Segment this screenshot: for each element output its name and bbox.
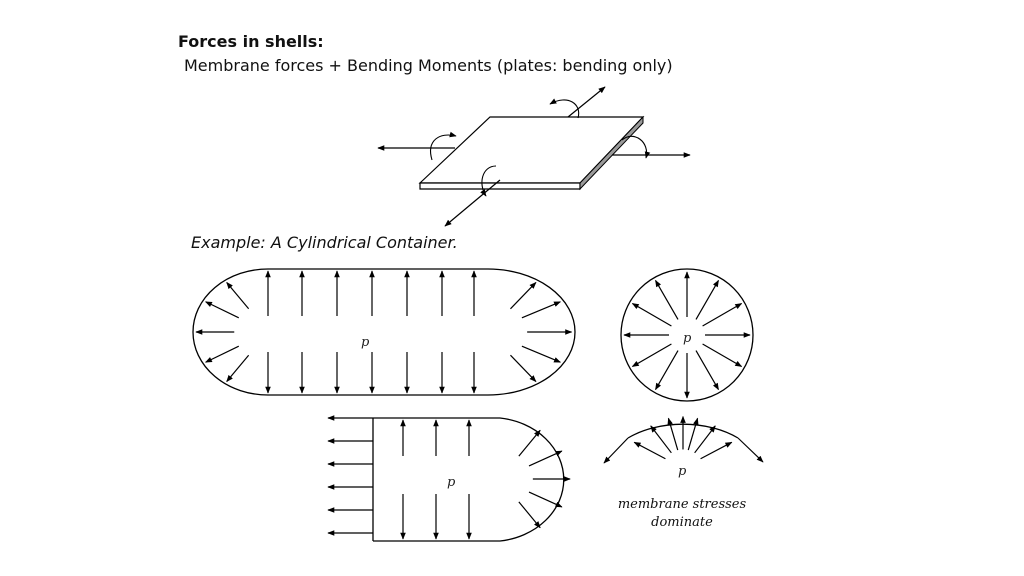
capsule-arrow-radial (227, 282, 249, 308)
circle-arrow-radial (703, 344, 742, 367)
circle-arrow-radial (656, 280, 679, 319)
arch-arrow-radial (701, 442, 732, 458)
arch-pressure-arrows (634, 417, 731, 459)
capsule-outline (193, 269, 575, 395)
arch-arrow-radial (688, 418, 697, 450)
arch-hoop-arrow-right (738, 438, 763, 462)
slide-subtitle: Membrane forces + Bending Moments (plates: bending only) (184, 56, 673, 75)
plate-front-edge (420, 183, 580, 189)
half-arrow-radial (519, 502, 540, 528)
circle-pressure-label: p (683, 331, 692, 346)
arch-arrow-radial (651, 426, 672, 453)
circle-arrow-radial (696, 351, 719, 390)
arch-pressure-label: p (678, 464, 687, 479)
capsule-arrow-radial (510, 355, 535, 381)
example-caption: Example: A Cylindrical Container. (191, 233, 458, 252)
arch-arrow-radial (668, 418, 677, 450)
circular-section (621, 269, 753, 401)
capsule-arrow-radial (227, 355, 249, 381)
slide-title: Forces in shells: (178, 32, 324, 51)
circle-arrow-radial (696, 280, 719, 319)
cylinder-section (193, 269, 575, 395)
plate-top-face (420, 117, 643, 183)
half-section (328, 418, 570, 541)
arch-hoop-arrow-left (604, 438, 628, 463)
half-pressure-label: p (447, 475, 456, 490)
half-arrow-radial (529, 492, 562, 507)
capsule-arrow-radial (522, 346, 560, 362)
membrane-caption-line1: membrane stresses (617, 497, 747, 512)
capsule-pressure-label: p (361, 335, 370, 350)
plate-moment-back (550, 100, 579, 118)
capsule-arrow-radial (510, 282, 535, 308)
circle-arrow-radial (632, 304, 671, 327)
capsule-arrow-radial (522, 302, 560, 318)
capsule-arrow-radial (206, 346, 239, 362)
capsule-pressure-arrows (196, 271, 572, 393)
arch-arrow-radial (695, 426, 716, 453)
circle-arrow-radial (656, 351, 679, 390)
half-arrow-radial (529, 451, 562, 466)
plate-diagram (378, 87, 690, 226)
capsule-arrow-radial (206, 302, 239, 318)
membrane-caption-line2: dominate (651, 515, 713, 530)
arch-segment (604, 417, 763, 530)
arch-arrow-radial (634, 442, 665, 458)
circle-arrow-radial (632, 344, 671, 367)
circle-arrow-radial (703, 304, 742, 327)
half-arrow-radial (519, 430, 540, 456)
plate-force-back (568, 87, 605, 117)
cut-edge-stress-arrows (328, 418, 373, 533)
